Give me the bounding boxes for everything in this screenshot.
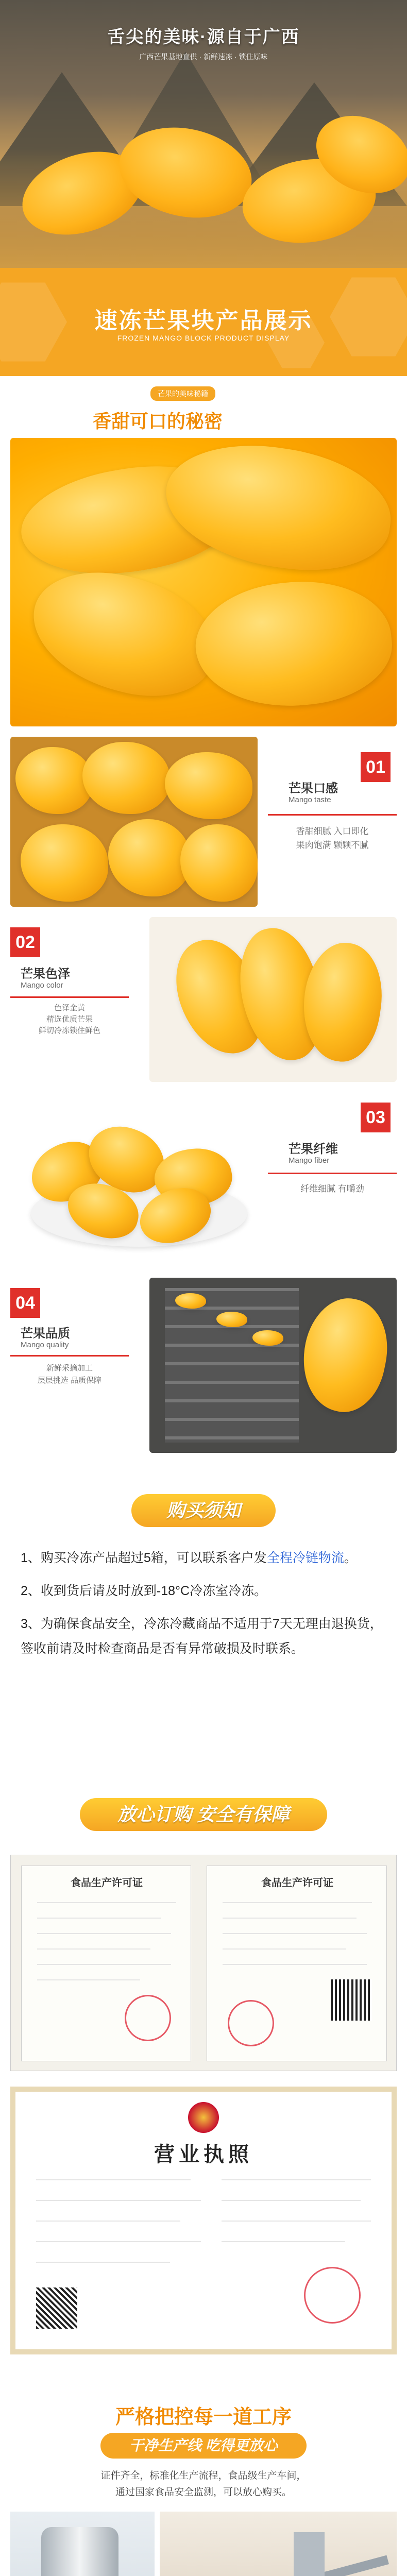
showcase-title: 速冻芒果块产品展示 — [94, 308, 313, 333]
factory-tank-photo — [10, 2512, 155, 2576]
feature-subtitle: Mango quality — [21, 1341, 69, 1349]
feature-number: 02 — [10, 927, 40, 957]
mango-slices-image — [149, 917, 397, 1082]
qr-code — [331, 1979, 372, 2021]
process-desc: 证件齐全，标准化生产流程，食品级生产车间， 通过国家食品安全监测，可以放心购买。 — [100, 2470, 307, 2498]
features-section — [0, 737, 407, 1484]
hero-banner — [0, 0, 407, 268]
mango-chunks-image — [10, 737, 258, 907]
secret-tag: 芒果的美味秘籍 — [150, 386, 215, 401]
showcase-subtitle: FROZEN MANGO BLOCK PRODUCT DISPLAY — [117, 334, 290, 342]
feature-subtitle: Mango taste — [289, 795, 331, 804]
feature-desc: 纤维细腻 有嚼劲 — [300, 1184, 364, 1194]
drying-rack-image — [149, 1278, 397, 1453]
national-emblem-icon — [188, 2102, 219, 2133]
official-seal — [228, 2000, 274, 2046]
process-banner: 干净生产线 吃得更放心 — [100, 2433, 307, 2459]
business-license-image: 营业执照 — [10, 2087, 397, 2354]
secret-heading: 香甜可口的秘密 — [93, 411, 223, 432]
note-3: 3、为确保食品安全，冷冻冷藏商品不适用于7天无理由退换货，签收前请及时检查商品是否有异常破损及时联系。 — [21, 1617, 383, 1656]
showcase-band — [0, 268, 407, 376]
feature-number: 01 — [361, 752, 391, 782]
process-title: 严格把控每一道工序 — [115, 2406, 292, 2428]
mango-slices-image — [10, 438, 397, 726]
feature-desc: 新鲜采摘加工 层层挑选 品质保障 — [37, 1364, 102, 1385]
assurance-title: 放心订购 安全有保障 — [80, 1798, 327, 1831]
qr-code — [36, 2287, 77, 2329]
feature-subtitle: Mango fiber — [289, 1156, 330, 1165]
production-line-photo — [160, 2512, 397, 2576]
feature-title: 芒果口感 — [289, 782, 338, 795]
purchase-title: 购买须知 — [131, 1494, 276, 1527]
official-seal — [125, 1995, 171, 2041]
feature-desc: 色泽金黄 精选优质芒果 鲜切冷冻锁住鲜色 — [38, 1004, 100, 1035]
purchase-notes-section — [0, 1484, 407, 1793]
process-section — [0, 2396, 407, 2576]
feature-number: 04 — [10, 1288, 40, 1318]
hero-headline: 舌尖的美味·源自于广西 — [107, 27, 300, 47]
hero-subline: 广西芒果基地直供 · 新鲜速冻 · 锁住原味 — [139, 53, 268, 61]
assurance-section — [0, 1793, 407, 2396]
feature-subtitle: Mango color — [21, 981, 63, 990]
food-license-image: 食品生产许可证 食品生产许可证 — [10, 1855, 397, 2071]
feature-desc: 香甜细腻 入口即化 果肉饱满 颗颗不腻 — [296, 826, 369, 850]
feature-title: 芒果品质 — [21, 1327, 70, 1341]
mango-plate-image — [10, 1097, 258, 1262]
feature-title: 芒果色泽 — [21, 967, 70, 981]
note-2: 2、收到货后请及时放到-18°C冷冻室冷冻。 — [21, 1584, 267, 1598]
secret-section — [0, 376, 407, 737]
note-1: 1、购买冷冻产品超过5箱，可以联系客户发全程冷链物流。 — [21, 1551, 357, 1565]
official-seal — [304, 2267, 361, 2324]
feature-title: 芒果纤维 — [289, 1142, 338, 1156]
purchase-notes — [21, 1546, 386, 1661]
feature-number: 03 — [361, 1103, 391, 1132]
